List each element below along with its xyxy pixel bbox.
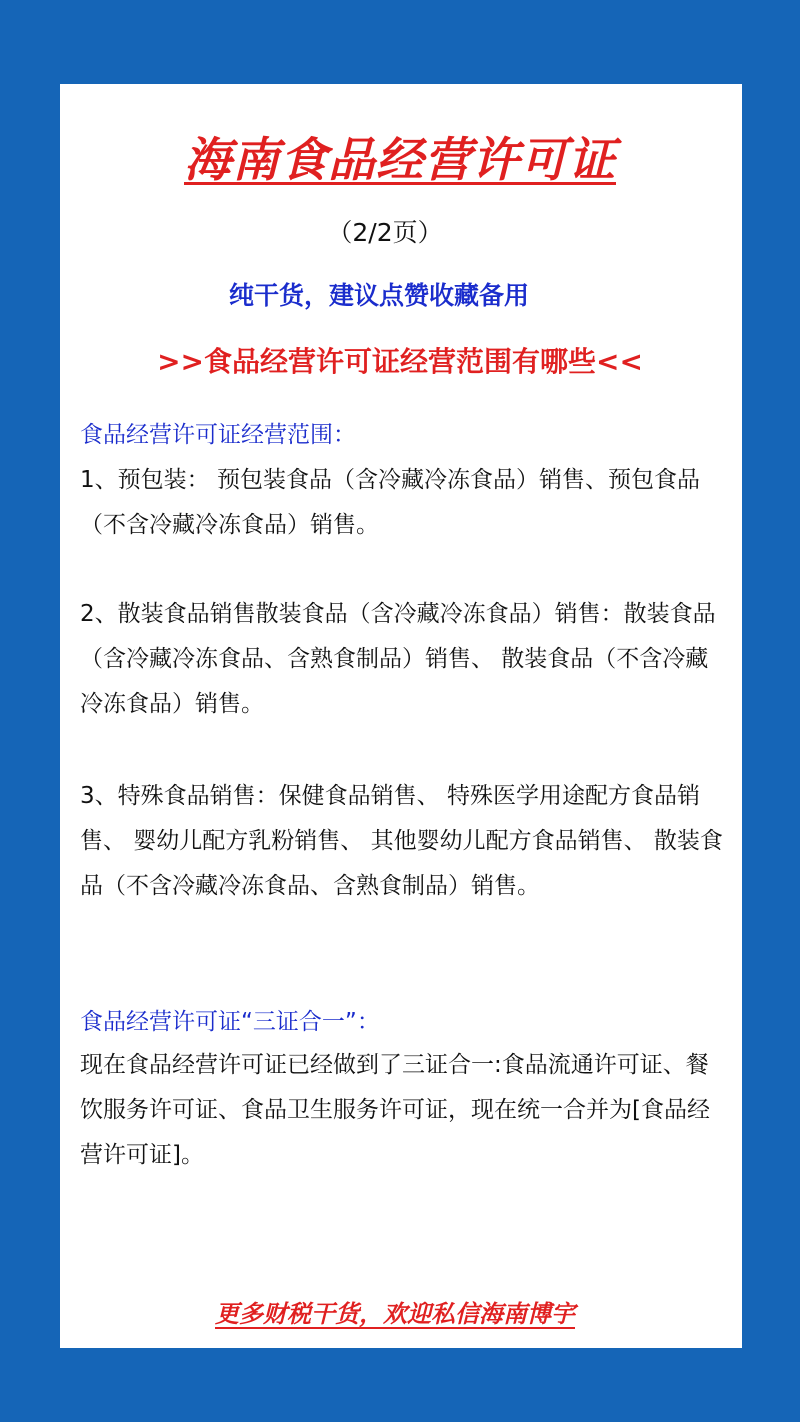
subtitle: 纯干货，建议点赞收藏备用 [228,281,529,310]
scope-item-1: 1、预包装： 预包装食品（含冷藏冷冻食品）销售、预包食品（不含冷藏冷冻食品）销售。 [80,467,700,538]
three-in-one-heading: 食品经营许可证“三证合一”： [80,1009,380,1035]
page-title: 海南食品经营许可证 [184,133,616,188]
scope-heading: 食品经营许可证经营范围： [80,422,356,448]
page-indicator: （2/2页） [327,218,443,247]
three-in-one-text: 现在食品经营许可证已经做到了三证合一:食品流通许可证、餐饮服务许可证、食品卫生服务许可证，现在统一合并为[食品经营许可证]。 [80,1052,710,1168]
footer-contact-link[interactable]: 更多财税干货，欢迎私信海南博宇 [215,1300,575,1328]
scope-item-3: 3、特殊食品销售：保健食品销售、 特殊医学用途配方食品销售、 婴幼儿配方乳粉销售、 其他婴幼儿配方食品销售、 散装食品（不含冷藏冷冻食品、含熟食制品）销售。 [80,783,723,899]
section-heading: >>食品经营许可证经营范围有哪些<< [157,345,643,378]
scope-item-2: 2、散装食品销售散装食品（含冷藏冷冻食品）销售：散装食品（含冷藏冷冻食品、含熟食制品）销售、 散装食品（不含冷藏冷冻食品）销售。 [80,601,716,717]
